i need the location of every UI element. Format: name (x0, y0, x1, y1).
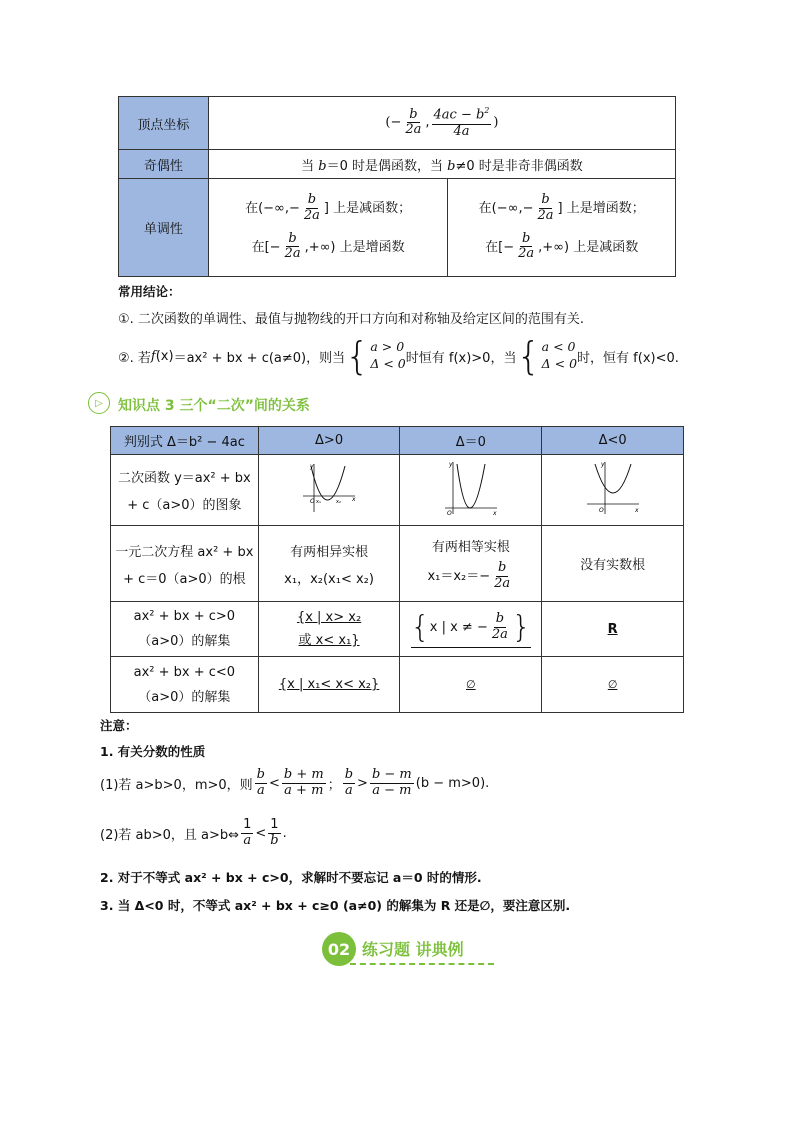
svg-text:x₁: x₁ (316, 499, 322, 505)
svg-text:O: O (598, 507, 604, 514)
note-3: 3. 当 Δ<0 时，不等式 ax² + bx + c≥0 (a≠0) 的解集为 R 还是∅，要注意区别. (100, 898, 571, 913)
section-3-title: 知识点 3 三个“二次”间的关系 (118, 398, 310, 414)
section-02-badge: 02 (322, 932, 356, 966)
monotonicity-left: 在(−∞,− $\frac{b}{2a}$ ] 上是减函数； 在[− $\frac{b}{2a}$ ,+∞) 上是增函数 (208, 179, 448, 277)
solution-positive-one-root: { x | x ≠ − $\frac{b}{2a}$ } (400, 602, 542, 657)
svg-text:O: O (310, 498, 315, 505)
svg-text:y: y (448, 461, 453, 468)
play-icon: ▷ (88, 392, 110, 414)
three-quadratics-table (110, 426, 684, 713)
monotonicity-label: 单调性 (119, 179, 209, 277)
parabola-no-root-graph (583, 458, 643, 518)
row-graph-label: 二次函数 y＝ax² + bx + c（a>0）的图象 (111, 455, 259, 526)
roots-equal: 有两相等实根 x₁＝x₂＝− $\frac{b}{2a}$ (400, 526, 542, 602)
fraction-property-2: (2)若 ab>0，且 a>b⇔ $\frac{1}{a}$ < $\frac{1}{b}$ . (100, 817, 287, 848)
row-positive-solution-label: ax² + bx + c>0 （a>0）的解集 (111, 602, 259, 657)
svg-text:x₂: x₂ (336, 499, 342, 505)
header-delta-negative: Δ<0 (542, 427, 684, 455)
conclusion-item-2: ②. 若 f (x) ＝ax² + bx + c(a≠0)，则当 { a > 0 Δ < 0 时恒有 f(x)>0，当 { a < 0 Δ < 0 时，恒有 f(x)<0. (118, 334, 679, 378)
monotonicity-right: 在(−∞,− $\frac{b}{2a}$ ] 上是增函数； 在[− $\frac{b}{2a}$ ,+∞) 上是减函数 (448, 179, 676, 277)
svg-text:x: x (492, 510, 497, 517)
roots-none: 没有实数根 (542, 526, 684, 602)
graph-no-root (542, 455, 684, 526)
header-delta-positive: Δ>0 (258, 427, 400, 455)
solution-negative-no-root: ∅ (542, 657, 684, 713)
solution-positive-two-roots: {x | x> x₂ 或 x< x₁} (258, 602, 400, 657)
solution-negative-one-root: ∅ (400, 657, 542, 713)
svg-text:x: x (352, 496, 356, 503)
row-roots-label: 一元二次方程 ax² + bx + c＝0（a>0）的根 (111, 526, 259, 602)
solution-positive-no-root: R (542, 602, 684, 657)
conclusions-heading: 常用结论： (118, 284, 181, 299)
conclusion-item-1: ①. 二次函数的单调性、最值与抛物线的开口方向和对称轴及给定区间的范围有关. (118, 312, 585, 327)
vertex-formula: (− $\frac{b}{2a}$ , $\frac{4ac - b^2}{4a}$ ) (208, 97, 675, 150)
condition-system-1: { a > 0 Δ < 0 (345, 334, 406, 378)
svg-text:O: O (446, 510, 452, 517)
section-02-underline (350, 963, 494, 965)
note-2: 2. 对于不等式 ax² + bx + c>0，求解时不要忘记 a＝0 时的情形. (100, 870, 482, 885)
note-1: 1. 有关分数的性质 (100, 744, 206, 759)
parity-label: 奇偶性 (119, 150, 209, 179)
roots-two-distinct: 有两相异实根 x₁，x₂(x₁< x₂) (258, 526, 400, 602)
svg-text:x: x (634, 507, 639, 514)
graph-two-roots (258, 455, 400, 526)
section-02-title: 练习题 讲典例 (362, 940, 464, 959)
parabola-one-root-graph (441, 458, 501, 518)
parabola-properties-table (118, 96, 676, 277)
vertex-label: 顶点坐标 (119, 97, 209, 150)
row-negative-solution-label: ax² + bx + c<0 （a>0）的解集 (111, 657, 259, 713)
solution-negative-two-roots: {x | x₁< x< x₂} (258, 657, 400, 713)
condition-system-2: { a < 0 Δ < 0 (516, 334, 578, 378)
notes-heading: 注意： (100, 718, 138, 733)
svg-text:y: y (310, 463, 314, 470)
header-delta-zero: Δ＝0 (400, 427, 542, 455)
graph-one-root (400, 455, 542, 526)
fraction-property-1: (1)若 a>b>0，m>0，则 $\frac{b}{a}$ < $\frac{b + m}{a + m}$ ； $\frac{b}{a}$ > $\frac{b - m}{a - m}$ (b − m>0). (100, 767, 490, 798)
parity-text: 当 b＝0 时是偶函数，当 b≠0 时是非奇非偶函数 (208, 150, 675, 179)
header-discriminant: 判别式 Δ＝b² − 4ac (111, 427, 259, 455)
svg-text:y: y (600, 461, 605, 468)
parabola-two-roots-graph (299, 460, 359, 516)
